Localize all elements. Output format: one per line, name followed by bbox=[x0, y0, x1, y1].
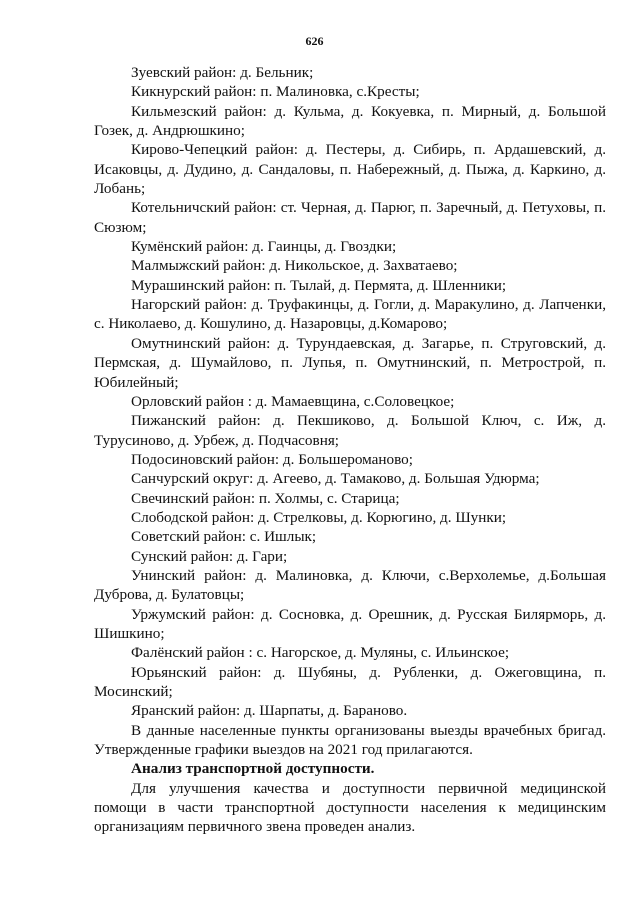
district-falensky: Фалёнский район : с. Нагорское, д. Муляны, с. Ильинское; bbox=[131, 644, 510, 662]
district-slobodskoy: Слободской район: д. Стрелковы, д. Корюгино, д. Шунки; bbox=[131, 508, 507, 526]
district-kotelnichsky: Котельничский район: ст. Черная, д. Парюг, п. Заречный, д. Петуховы, п. Сюзюм; bbox=[94, 199, 606, 236]
district-svechinsky: Свечинский район: п. Холмы, с. Старица; bbox=[131, 489, 400, 507]
document-body bbox=[94, 63, 606, 837]
analysis-paragraph: Для улучшения качества и доступности первичной медицинской помощи в части транспортной доступности населения к медицинским организациям первичного звена проведен анализ. bbox=[94, 779, 606, 836]
brigade-visits-paragraph: В данные населенные пункты организованы выезды врачебных бригад. Утвержденные графики выездов на 2021 год прилагаются. bbox=[94, 721, 606, 759]
district-kiknursky: Кикнурский район: п. Малиновка, с.Кресты; bbox=[131, 83, 420, 101]
district-yuryansky: Юрьянский район: д. Шубяны, д. Рубленки, д. Ожеговщина, п. Мосинский; bbox=[94, 663, 606, 700]
district-pizhansky: Пижанский район: д. Пекшиково, д. Большой Ключ, с. Иж, д. Турусиново, д. Урбеж, д. Подчасовня; bbox=[94, 412, 606, 449]
district-kilmezsky: Кильмезский район: д. Кульма, д. Кокуевка, п. Мирный, д. Большой Гозек, д. Андрюшкино; bbox=[94, 102, 606, 140]
district-omutninsky: Омутнинский район: д. Турундаевская, д. Загарье, п. Струговский, д. Пермская, д. Шумайлово, п. Лупья, п. Омутнинский, п. Метрострой, п. Юбилейный; bbox=[94, 334, 606, 391]
district-urzhumsky: Уржумский район: д. Сосновка, д. Орешник, д. Русская Билярморь, д. Шишкино; bbox=[94, 605, 606, 642]
district-uninsky: Унинский район: д. Малиновка, д. Ключи, с.Верхолемье, д.Большая Дуброва, д. Булатовцы; bbox=[94, 566, 606, 604]
district-podosinovsky: Подосиновский район: д. Большероманово; bbox=[131, 450, 413, 468]
district-yaransky: Яранский район: д. Шарпаты, д. Бараново. bbox=[131, 702, 408, 720]
section-heading: Анализ транспортной доступности. bbox=[131, 760, 375, 778]
district-kirovo-chepetsky: Кирово-Чепецкий район: д. Пестеры, д. Сибирь, п. Ардашевский, д. Исаковцы, д. Дудино, д. Сандаловы, п. Набережный, д. Пыжа, д. Каркино, д. Лобань; bbox=[94, 141, 606, 198]
district-murashinsky: Мурашинский район: п. Тылай, д. Пермята, д. Шленники; bbox=[131, 276, 507, 294]
district-orlovsky: Орловский район : д. Мамаевщина, с.Соловецкое; bbox=[131, 392, 455, 410]
district-sanchursky: Санчурский округ: д. Агеево, д. Тамаково, д. Большая Удюрма; bbox=[131, 470, 540, 488]
district-sunsky: Сунский район: д. Гари; bbox=[131, 547, 288, 565]
district-kumensky: Кумёнский район: д. Гаинцы, д. Гвоздки; bbox=[131, 238, 397, 256]
district-nagorsky: Нагорский район: д. Труфакинцы, д. Гогли, д. Маракулино, д. Лапченки, с. Николаево, д. Кошулино, д. Назаровцы, д.Комарово; bbox=[94, 296, 606, 333]
district-malmyzhsky: Малмыжский район: д. Никольское, д. Захватаево; bbox=[131, 257, 458, 275]
district-zuevsky: Зуевский район: д. Бельник; bbox=[131, 64, 314, 81]
district-sovetsky: Советский район: с. Ишлык; bbox=[131, 528, 317, 546]
page-number: 626 bbox=[305, 34, 324, 48]
